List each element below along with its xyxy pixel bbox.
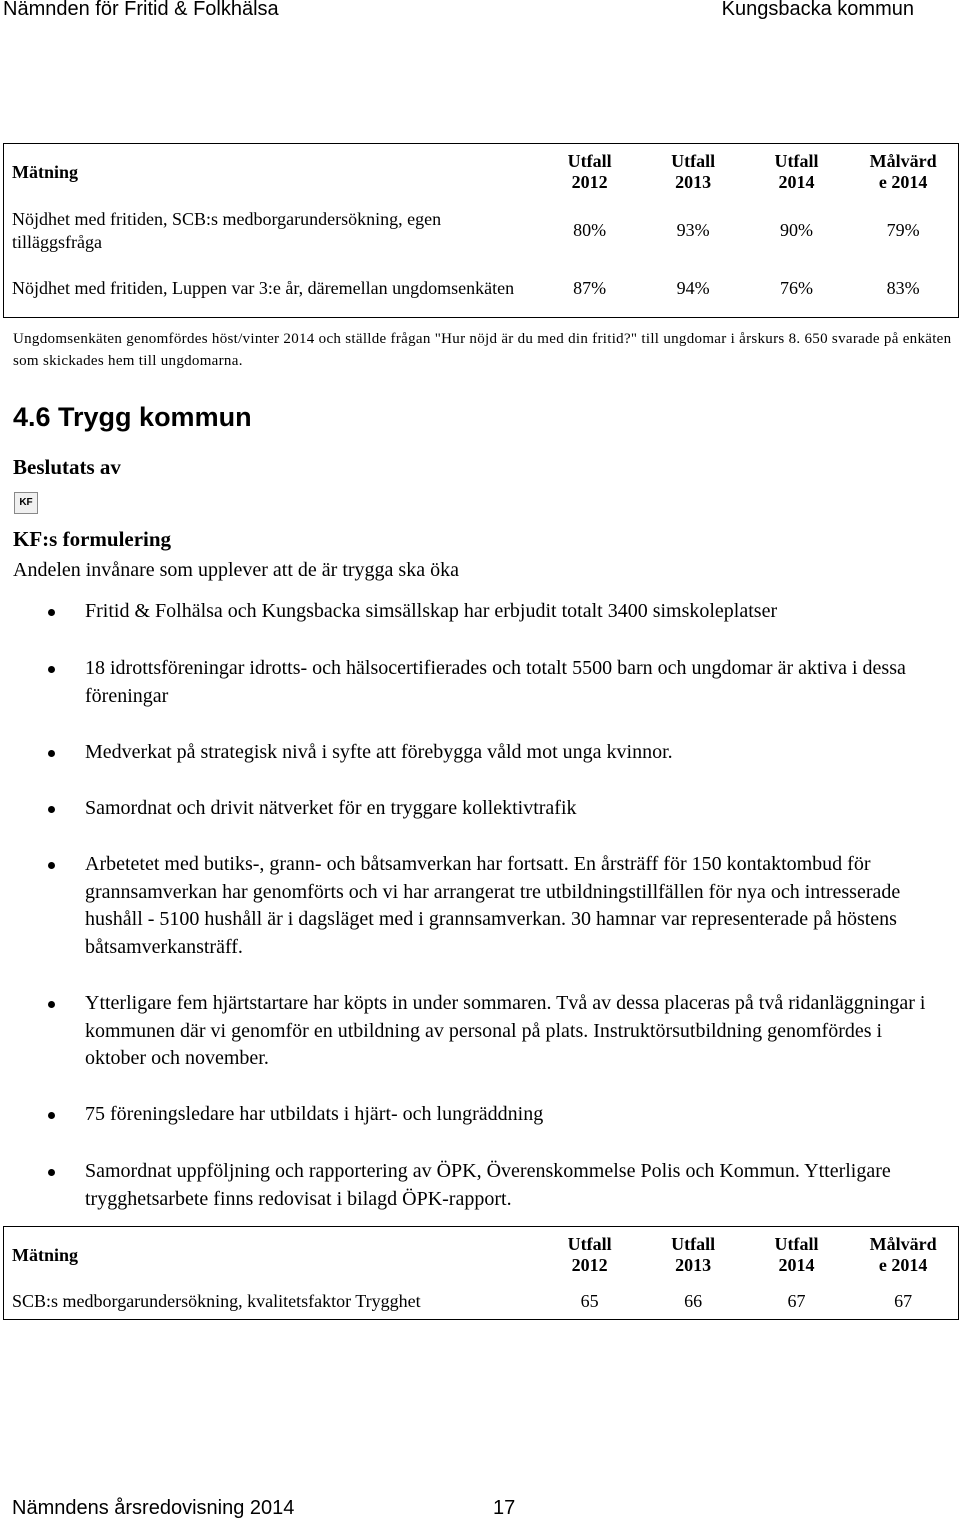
t2-header-target: Målvärd e 2014 [869, 1234, 937, 1276]
t1-r2-2012: 87% [573, 278, 607, 299]
kf-icon: KF [14, 492, 38, 514]
t1-header-2012: Utfall 2012 [567, 151, 612, 193]
t1-r2-target: 83% [886, 278, 920, 299]
bullet-icon [48, 1001, 55, 1008]
list-item: Samordnat och drivit nätverket för en tryggare kollektivtrafik [85, 795, 940, 823]
list-item: Samordnat uppföljning och rapportering av ÖPK, Överenskommelse Polis och Kommun. Ytterligare trygghetsarbete finns redovisat i bilagd ÖPK-rapport. [85, 1158, 940, 1213]
t1-header-2013: Utfall 2013 [671, 151, 716, 193]
survey-note: Ungdomsenkäten genomfördes höst/vinter 2014 och ställde frågan "Hur nöjd är du med din fritid?" till ungdomar i årskurs 8. 650 svarade på enkäten som skickades hem till ungdomarna. [13, 331, 952, 369]
bullet-icon [48, 750, 55, 757]
list-item: Ytterligare fem hjärtstartare har köpts in under sommaren. Två av dessa placeras på två ridanläggningar i kommunen där vi genomför en utbildning av personal på plats. Instruktörsutbildning genomfördes i oktober och november. [85, 990, 940, 1073]
list-item: Fritid & Folhälsa och Kungsbacka simsällskap har erbjudit totalt 3400 simskoleplatser [85, 598, 940, 626]
list-item: Medverkat på strategisk nivå i syfte att förebygga våld mot unga kvinnor. [85, 739, 940, 767]
header-left: Nämnden för Fritid & Folkhälsa [3, 0, 279, 20]
t1-r1-label: Nöjdhet med fritiden, SCB:s medborgarundersökning, egen tilläggsfråga [12, 208, 442, 252]
t2-header-2014: Utfall 2014 [774, 1234, 819, 1276]
list-item: Arbetetet med butiks-, grann- och båtsamverkan har fortsatt. En årsträff för 150 kontaktombud för grannsamverkan har genomförts och vi har arrangerat tre utbildningstillfällen för nya och intresserade hushåll - 5100 hushåll är i dagsläget med i grannsamverkan. 30 hamnar var representerade på höstens båtsamverkansträff. [85, 851, 940, 961]
t2-r1-label: SCB:s medborgarundersökning, kvalitetsfaktor Trygghet [12, 1290, 421, 1311]
decided-by-heading: Beslutats av [13, 455, 121, 479]
bullet-icon [48, 862, 55, 869]
section-title: 4.6 Trygg kommun [13, 402, 252, 432]
t2-header-2012: Utfall 2012 [567, 1234, 612, 1276]
t2-header-matning: Mätning [12, 1244, 79, 1265]
t2-r1-2014: 67 [787, 1290, 806, 1311]
t1-r1-2013: 93% [676, 220, 710, 240]
formulation-text: Andelen invånare som upplever att de är trygga ska öka [13, 559, 459, 581]
header-right: Kungsbacka kommun [721, 0, 914, 20]
t1-r2-label: Nöjdhet med fritiden, Luppen var 3:e år, däremellan ungdomsenkäten [12, 278, 515, 299]
t1-r2-2013: 94% [676, 278, 710, 299]
bullet-icon [48, 609, 55, 616]
bullet-icon [48, 1169, 55, 1176]
t1-r1-target: 79% [886, 220, 920, 240]
footer-title: Nämndens årsredovisning 2014 [12, 1497, 295, 1519]
bullet-icon [48, 806, 55, 813]
table-row [4, 201, 959, 261]
table-row [4, 261, 959, 318]
t1-r2-2014: 76% [780, 278, 814, 299]
t1-header-target: Målvärd e 2014 [869, 151, 937, 193]
t2-r1-2012: 65 [580, 1290, 599, 1311]
t1-header-2014: Utfall 2014 [774, 151, 819, 193]
list-item: 18 idrottsföreningar idrotts- och hälsocertifierades och totalt 5500 barn och ungdomar är aktiva i dessa föreningar [85, 655, 940, 710]
t2-header-2013: Utfall 2013 [671, 1234, 716, 1276]
measurement-table-1 [3, 143, 959, 318]
measurement-table-2 [3, 1226, 959, 1320]
t1-header-matning: Mätning [12, 161, 79, 182]
t1-r1-2014: 90% [780, 220, 814, 240]
list-item: 75 föreningsledare har utbildats i hjärt- och lungräddning [85, 1101, 940, 1129]
t2-r1-2013: 66 [684, 1290, 703, 1311]
bullet-icon [48, 666, 55, 673]
page-number: 17 [493, 1497, 516, 1519]
page-header [0, 0, 960, 24]
formulation-heading: KF:s formulering [13, 527, 172, 551]
bullet-icon [48, 1112, 55, 1119]
table-row [4, 1284, 959, 1320]
t1-r1-2012: 80% [573, 220, 607, 240]
t2-r1-target: 67 [894, 1290, 913, 1311]
